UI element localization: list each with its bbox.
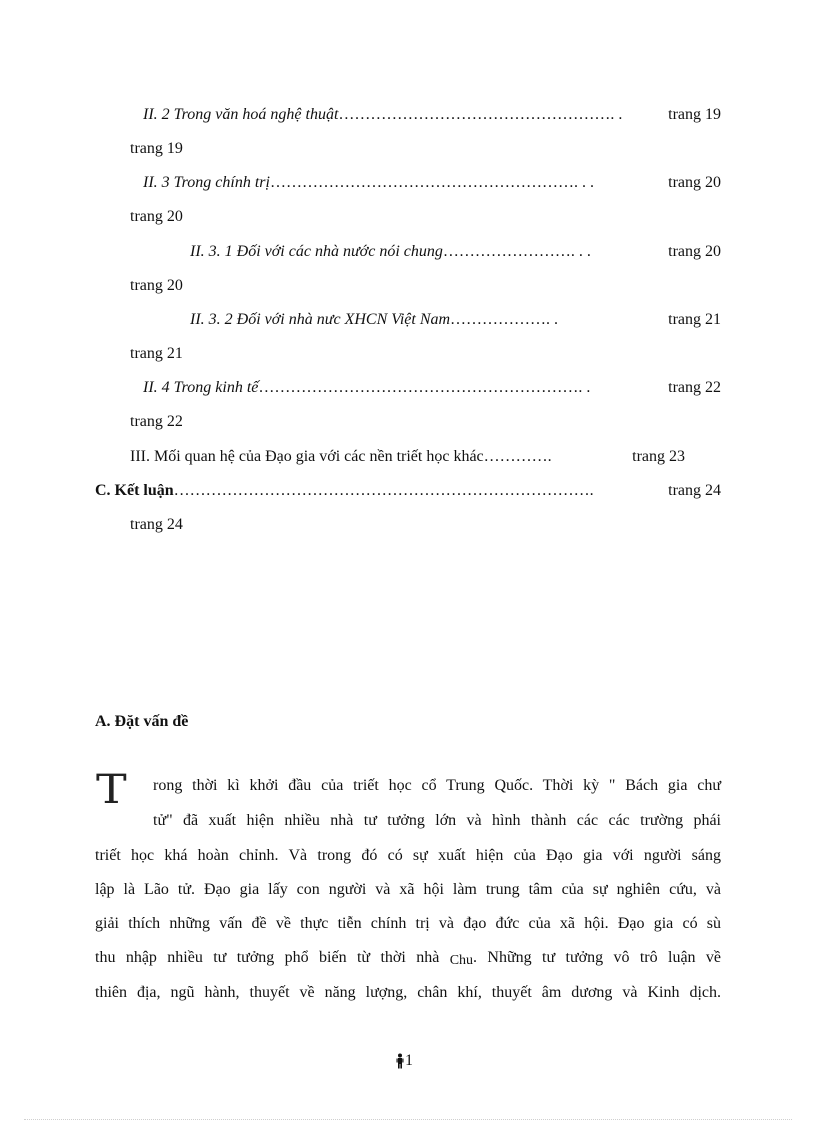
toc-title: II. 3. 2 Đối với nhà nưc XHCN Việt Nam (190, 311, 451, 328)
toc-entry-ii3 (143, 172, 721, 194)
toc-leader: ………………. . (450, 311, 559, 328)
toc-wrap-page: trang 24 (130, 516, 183, 533)
paragraph-text: thu nhập nhiều tư tưởng phổ biến từ thời nhà (95, 949, 440, 966)
toc-wrap-page: trang 20 (130, 277, 183, 294)
toc-leader: …………. (483, 448, 552, 465)
toc-title: III. Mối quan hệ của Đạo gia với các nền triết học khác (130, 448, 484, 465)
paragraph-line: giải thích những vấn đề về thực tiễn chính trị và đạo đức của xã hội. Đạo gia có sù (95, 915, 721, 932)
toc-title: C. Kết luận (95, 482, 174, 499)
section-heading: A. Đặt vấn đề (95, 713, 189, 730)
toc-page: trang 23 (632, 448, 685, 465)
toc-wrap-page: trang 20 (130, 208, 183, 225)
toc-wrap-page: trang 21 (130, 345, 183, 362)
toc-entry-c (95, 480, 721, 502)
toc-wrap-page: trang 22 (130, 413, 183, 430)
toc-title: II. 2 Trong văn hoá nghệ thuật (143, 106, 339, 123)
toc-page: trang 20 (668, 243, 721, 260)
toc-leader: …………………………………………………. . . (269, 174, 594, 191)
footer-rule (24, 1119, 792, 1120)
toc-entry-ii4 (143, 377, 721, 399)
toc-entry-ii2 (143, 104, 721, 126)
toc-leader: ……………………………………………. . (338, 106, 623, 123)
paragraph-line: tử" đã xuất hiện nhiều nhà tư tưởng lớn và hình thành các các trường phái (153, 812, 721, 829)
toc-entry-ii31 (190, 241, 721, 263)
page-number (396, 1052, 413, 1070)
toc-wrap-page: trang 19 (130, 140, 183, 157)
paragraph-line: thiên địa, ngũ hành, thuyết về năng lượng, chân khí, thuyết âm dương và Kinh dịch. (95, 984, 721, 1001)
toc-title: II. 4 Trong kinh tế (143, 379, 259, 396)
toc-page: trang 24 (668, 482, 721, 499)
paragraph-line: rong thời kì khởi đầu của triết học cổ Trung Quốc. Thời kỳ " Bách gia chư (153, 777, 721, 794)
toc-entry-iii (130, 446, 685, 468)
toc-page: trang 22 (668, 379, 721, 396)
toc-page: trang 19 (668, 106, 721, 123)
toc-entry-ii32 (190, 309, 721, 331)
toc-title: II. 3. 1 Đối với các nhà nước nói chung (190, 243, 443, 260)
toc-page: trang 21 (668, 311, 721, 328)
paragraph-line: lập là Lão tử. Đạo gia lấy con người và xã hội làm trung tâm của sự nghiên cứu, và (95, 881, 721, 898)
person-icon (396, 1053, 404, 1069)
paragraph-text: . Những tư tưởng vô trô luận về (473, 949, 722, 966)
toc-leader: ……………………………………………………. . (258, 379, 591, 396)
paragraph-line (95, 947, 721, 972)
page-number-text: 1 (405, 1052, 413, 1069)
drop-cap: T (95, 767, 127, 813)
paragraph-line: triết học khá hoàn chỉnh. Và trong đó có sự xuất hiện của Đạo gia với người sáng (95, 847, 721, 864)
toc-title: II. 3 Trong chính trị (143, 174, 270, 191)
toc-page: trang 20 (668, 174, 721, 191)
paragraph-text: Chu (449, 953, 474, 968)
toc-leader: ……………………. . . (442, 243, 591, 260)
toc-leader: ……………………………………………………………………. (173, 482, 594, 499)
